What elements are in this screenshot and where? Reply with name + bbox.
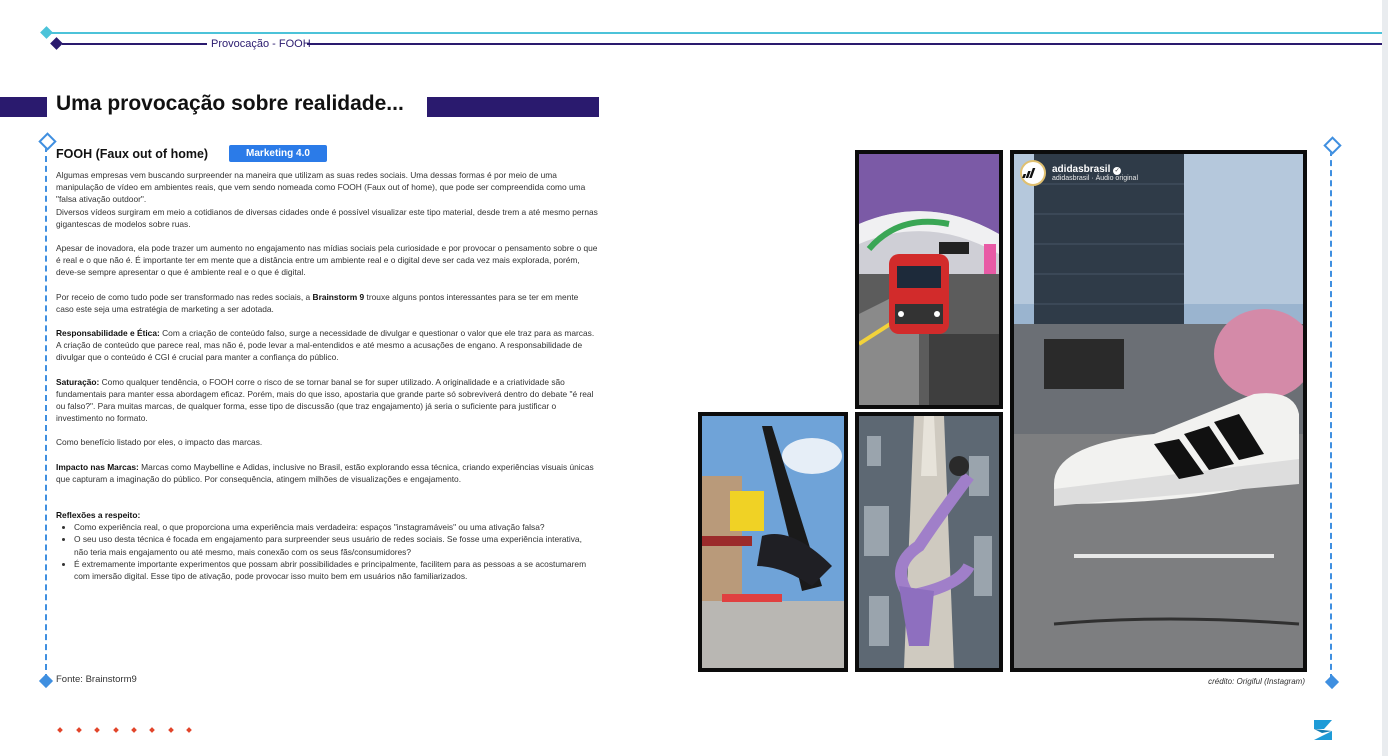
paragraph-impact: Impacto nas Marcas: Marcas como Maybelline e Adidas, inclusive no Brasil, estão explorando essa técnica, criando experiências visuais únicas que capturam a imaginação do público. Por consequência, atingem milhões de visualizações e engajamento.: [56, 461, 594, 484]
top-line-cyan: [50, 32, 1382, 34]
decorative-dot: [186, 727, 192, 733]
top-line-navy-left: [62, 43, 207, 45]
guide-diamond-top-right-icon: [1323, 136, 1341, 154]
photo-empire-state: [855, 412, 1003, 672]
decorative-dot: [113, 727, 119, 733]
guide-diamond-top-left-icon: [38, 132, 56, 150]
reflections-heading: Reflexões a respeito:: [56, 510, 141, 521]
paragraph-intro-2: Diversos vídeos surgiram em meio a cotidianos de diversas cidades onde é possível visualizar este tipo material, desde trem a até mesmo pernas gigantescas de modelos sobre ruas.: [56, 206, 598, 229]
logo-icon: [1312, 718, 1334, 742]
decorative-dot: [94, 727, 100, 733]
photo-heel: [698, 412, 848, 672]
photo-adidas-sneaker: [1010, 150, 1307, 672]
top-line-navy-right: [307, 43, 1382, 45]
breadcrumb: Provocação - FOOH: [211, 38, 311, 50]
guide-diamond-bottom-left-icon: [39, 674, 53, 688]
list-item: • Como experiência real, o que proporciona uma experiência mais verdadeira: espaços "instagramáveis" ou uma ativação falsa?: [74, 521, 598, 533]
left-dashed-guide: [45, 146, 47, 680]
guide-diamond-bottom-right-icon: [1325, 675, 1339, 689]
decorative-dot: [168, 727, 174, 733]
list-item: • O seu uso desta técnica é focada em engajamento para surpreender seus usuário de redes sociais. Se fosse uma experiência interativa, não teria mais engajamento ou até mesmo, mais conexão com os seus fãs/consumidores?: [74, 533, 598, 557]
page-title: Uma provocação sobre realidade...: [56, 92, 404, 115]
list-item: • É extremamente importante experimentos que possam abrir possibilidades e principalmente, facilitem para as pessoas a se acostumarem com imersão digital. Esse tipo de ativação, pode provocar isso muito bem em usuários não familiarizados.: [74, 558, 598, 582]
paragraph-innovation: Apesar de inovadora, ela pode trazer um aumento no engajamento nas mídias sociais pela curiosidade e por provocar o pensamento sobre o que é real e o que não é. É importante ter em mente que a distância entre um ambiente real e o digital deve ser cada vez mais explorada, porém, deve-se sempre apresentar o que é ambiente real e o que é digital.: [56, 243, 598, 278]
decorative-dot: [131, 727, 137, 733]
title-bar-left: [0, 97, 47, 117]
decorative-dot: [149, 727, 155, 733]
decorative-dot: [76, 727, 82, 733]
photo-train: [855, 150, 1003, 409]
paragraph-saturation: Saturação: Como qualquer tendência, o FOOH corre o risco de se tornar banal se for super utilizado. A originalidade e a criatividade são fundamentais para manter essa abordagem eficaz. Porém, mais do que isso, apostaria que grande parte só sobreviverá dentro do debate "é real ou falso?". Para muitas marcas, de qualquer forma, esse tipo de discussão (que traz engajamento) já seria o suficiente para justificar o investimento no formato.: [56, 376, 594, 424]
title-bar-right: [427, 97, 599, 117]
paragraph-intro: Algumas empresas vem buscando surpreender na maneira que utilizam as suas redes sociais. Uma dessas formas é por meio de uma manipulação de vídeo em ambientes reais, que vem sendo nomeada como FOOH (Faux out of home), que pode ser compreendida como uma "falsa ativação outdoor".: [56, 170, 586, 205]
photo-credit: crédito: Origiful (Instagram): [1208, 677, 1305, 686]
section-heading: FOOH (Faux out of home): [56, 147, 209, 161]
adidas-avatar-icon: [1020, 160, 1046, 186]
verified-icon: ✓: [1114, 168, 1120, 174]
instagram-audio: adidasbrasil · Áudio original: [1052, 175, 1138, 182]
decorative-dot: [57, 727, 63, 733]
cyan-diamond-icon: [40, 26, 53, 39]
source-note: Fonte: Brainstorm9: [56, 674, 137, 685]
right-edge-strip: [1382, 0, 1388, 756]
reflections-list: [56, 521, 598, 582]
paragraph-brainstorm: Por receio de como tudo pode ser transformado nas redes sociais, a Brainstorm 9 trouxe alguns pontos interessantes para se ter em mente caso este seja uma estratégia de marketing a ser adotada.: [56, 291, 579, 314]
paragraph-ethics: Responsabilidade e Ética: Com a criação de conteúdo falso, surge a necessidade de divulgar e questionar o valor que ele traz para as marcas. A criação de conteúdo que parece real, mas não é, pode levar a mal-entendidos e até mesmo a acusações de engano. A responsabilidade de divulgar que o conteúdo é CGI é crucial para manter a confiança do público.: [56, 328, 595, 363]
right-dashed-guide: [1330, 150, 1332, 680]
instagram-account: adidasbrasil ✓: [1052, 164, 1120, 175]
paragraph-benefit: Como benefício listado por eles, o impacto das marcas.: [56, 437, 263, 448]
marketing-badge: Marketing 4.0: [229, 145, 327, 162]
navy-diamond-icon: [50, 37, 63, 50]
article-body: [56, 169, 598, 582]
